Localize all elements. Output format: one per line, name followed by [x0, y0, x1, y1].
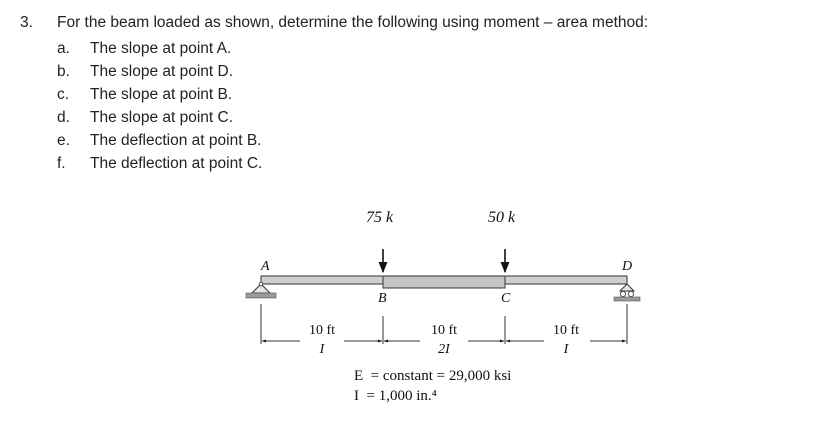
beam-segment-cd [505, 276, 627, 284]
item-marker: d. [57, 109, 70, 126]
item-text: The slope at point A. [90, 40, 232, 57]
item-marker: b. [57, 63, 70, 80]
span-bc-length: 10 ft [430, 323, 458, 338]
point-b-label: B [378, 291, 387, 306]
item-text: The slope at point B. [90, 86, 233, 103]
item-text: The deflection at point B. [90, 132, 262, 149]
modulus-line: E = constant = 29,000 ksi [354, 368, 512, 384]
span-bc-inertia: 2I [438, 342, 450, 357]
point-d-label: D [622, 259, 633, 274]
inertia-line: I = 1,000 in.⁴ [354, 388, 437, 404]
item-text: The slope at point D. [90, 63, 234, 80]
item-text: The slope at point C. [90, 109, 234, 126]
load-b-label: 75 k [366, 209, 394, 226]
item-marker: e. [57, 132, 70, 149]
load-c-label: 50 k [488, 209, 516, 226]
question-number: 3. [20, 14, 33, 31]
point-c-label: C [501, 291, 511, 306]
beam-segment-ab [261, 276, 383, 284]
span-ab-inertia: I [319, 342, 325, 357]
beam-segment-bc [383, 276, 505, 288]
point-a-label: A [261, 259, 270, 274]
span-cd-inertia: I [563, 342, 569, 357]
span-cd-length: 10 ft [552, 323, 580, 338]
roller-support-icon [614, 284, 640, 301]
pin-support-icon [246, 282, 276, 298]
span-ab-length: 10 ft [308, 323, 336, 338]
item-marker: f. [57, 155, 66, 172]
item-text: The deflection at point C. [90, 155, 263, 172]
item-marker: a. [57, 40, 70, 57]
question-text: For the beam loaded as shown, determine the following using moment – area method: [57, 14, 649, 31]
item-marker: c. [57, 86, 70, 103]
